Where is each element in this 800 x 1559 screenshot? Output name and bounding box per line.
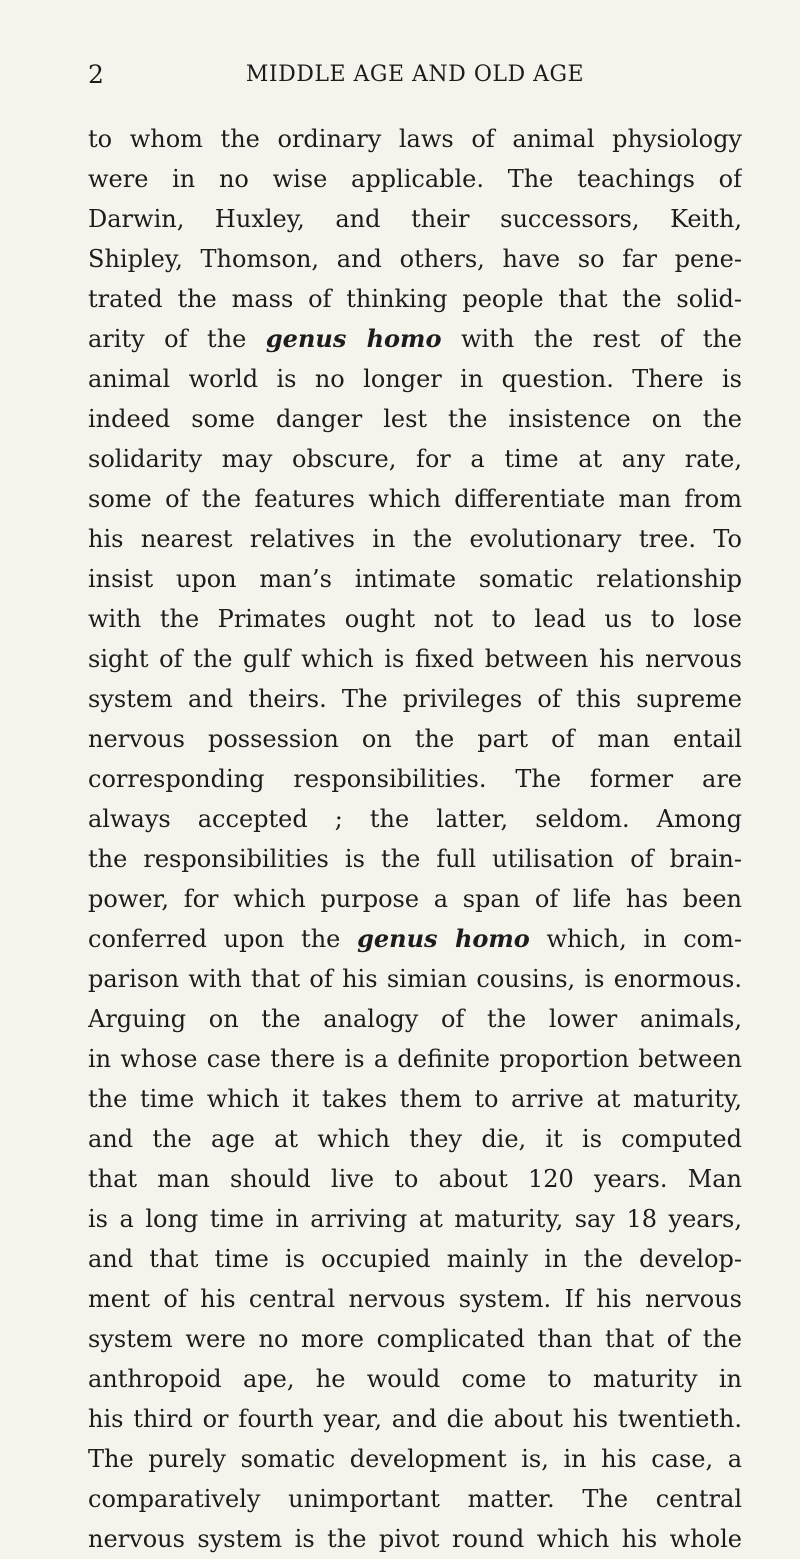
- text-line: [88, 1399, 742, 1439]
- text-segment: with the rest of the: [441, 325, 742, 353]
- body-text: [88, 119, 742, 1559]
- italic-term: genus homo: [357, 924, 530, 953]
- text-line: [88, 1479, 742, 1519]
- text-segment: in whose case there is a definite proportion between: [88, 1045, 742, 1073]
- text-segment: nervous possession on the part of man entail: [88, 725, 742, 753]
- text-line: [88, 1319, 742, 1359]
- text-line: [88, 839, 742, 879]
- text-line: [88, 919, 742, 959]
- text-segment: were in no wise applicable. The teachings of: [88, 165, 742, 193]
- text-line: [88, 519, 742, 559]
- text-segment: ment of his central nervous system. If his nervous: [88, 1285, 742, 1313]
- text-segment: which, in com-: [529, 925, 742, 953]
- text-segment: parison with that of his simian cousins, is enormous.: [88, 965, 742, 993]
- text-segment: Darwin, Huxley, and their successors, Keith,: [88, 205, 742, 233]
- text-segment: always accepted ; the latter, seldom. Among: [88, 805, 742, 833]
- text-line: [88, 719, 742, 759]
- text-segment: arity of the: [88, 325, 266, 353]
- text-line: [88, 319, 742, 359]
- text-segment: that man should live to about 120 years. Man: [88, 1165, 742, 1193]
- text-line: [88, 879, 742, 919]
- text-segment: solidarity may obscure, for a time at any rate,: [88, 445, 742, 473]
- text-line: [88, 1079, 742, 1119]
- text-segment: to whom the ordinary laws of animal physiology: [88, 125, 742, 153]
- text-segment: system and theirs. The privileges of this supreme: [88, 685, 742, 713]
- text-line: [88, 1359, 742, 1399]
- text-line: [88, 159, 742, 199]
- text-line: [88, 1159, 742, 1199]
- running-head: [88, 55, 742, 95]
- text-line: [88, 239, 742, 279]
- text-line: [88, 999, 742, 1039]
- text-line: [88, 1039, 742, 1079]
- text-line: [88, 279, 742, 319]
- text-line: [88, 199, 742, 239]
- text-segment: anthropoid ape, he would come to maturity in: [88, 1365, 742, 1393]
- text-segment: comparatively unimportant matter. The central: [88, 1485, 742, 1513]
- text-segment: indeed some danger lest the insistence on the: [88, 405, 742, 433]
- text-line: [88, 559, 742, 599]
- text-line: [88, 1199, 742, 1239]
- text-segment: Arguing on the analogy of the lower animals,: [88, 1005, 742, 1033]
- text-line: [88, 1279, 742, 1319]
- running-title: MIDDLE AGE AND OLD AGE: [245, 62, 585, 87]
- text-segment: and that time is occupied mainly in the develop-: [88, 1245, 742, 1273]
- text-segment: The purely somatic development is, in his case, a: [88, 1445, 742, 1473]
- text-segment: his third or fourth year, and die about his twentieth.: [88, 1405, 742, 1433]
- text-segment: system were no more complicated than that of the: [88, 1325, 742, 1353]
- text-line: [88, 679, 742, 719]
- text-line: [88, 959, 742, 999]
- text-line: [88, 799, 742, 839]
- text-segment: and the age at which they die, it is computed: [88, 1125, 742, 1153]
- text-line: [88, 599, 742, 639]
- text-segment: conferred upon the: [88, 925, 358, 953]
- text-segment: with the Primates ought not to lead us to lose: [88, 605, 742, 633]
- text-segment: corresponding responsibilities. The former are: [88, 765, 742, 793]
- text-segment: is a long time in arriving at maturity, say 18 years,: [88, 1205, 742, 1233]
- text-segment: insist upon man’s intimate somatic relationship: [88, 565, 742, 593]
- text-segment: nervous system is the pivot round which his whole: [88, 1525, 742, 1553]
- text-segment: some of the features which differentiate man from: [88, 485, 742, 513]
- text-segment: Shipley, Thomson, and others, have so far pene-: [88, 245, 742, 273]
- text-segment: the time which it takes them to arrive at maturity,: [88, 1085, 742, 1113]
- text-line: [88, 1239, 742, 1279]
- text-line: [88, 359, 742, 399]
- text-line: [88, 759, 742, 799]
- text-line: [88, 1119, 742, 1159]
- text-segment: his nearest relatives in the evolutionary tree. To: [88, 525, 742, 553]
- text-line: [88, 1439, 742, 1479]
- text-segment: trated the mass of thinking people that the solid-: [88, 285, 742, 313]
- text-segment: sight of the gulf which is fixed between his nervous: [88, 645, 742, 673]
- text-line: [88, 639, 742, 679]
- text-segment: animal world is no longer in question. There is: [88, 365, 742, 393]
- text-segment: power, for which purpose a span of life has been: [88, 885, 742, 913]
- text-line: [88, 479, 742, 519]
- text-segment: the responsibilities is the full utilisation of brain-: [88, 845, 742, 873]
- italic-term: genus homo: [265, 324, 442, 353]
- page-number: 2: [88, 60, 105, 89]
- text-line: [88, 1519, 742, 1559]
- text-line: [88, 399, 742, 439]
- text-line: [88, 439, 742, 479]
- text-line: [88, 119, 742, 159]
- book-page: [88, 55, 742, 1559]
